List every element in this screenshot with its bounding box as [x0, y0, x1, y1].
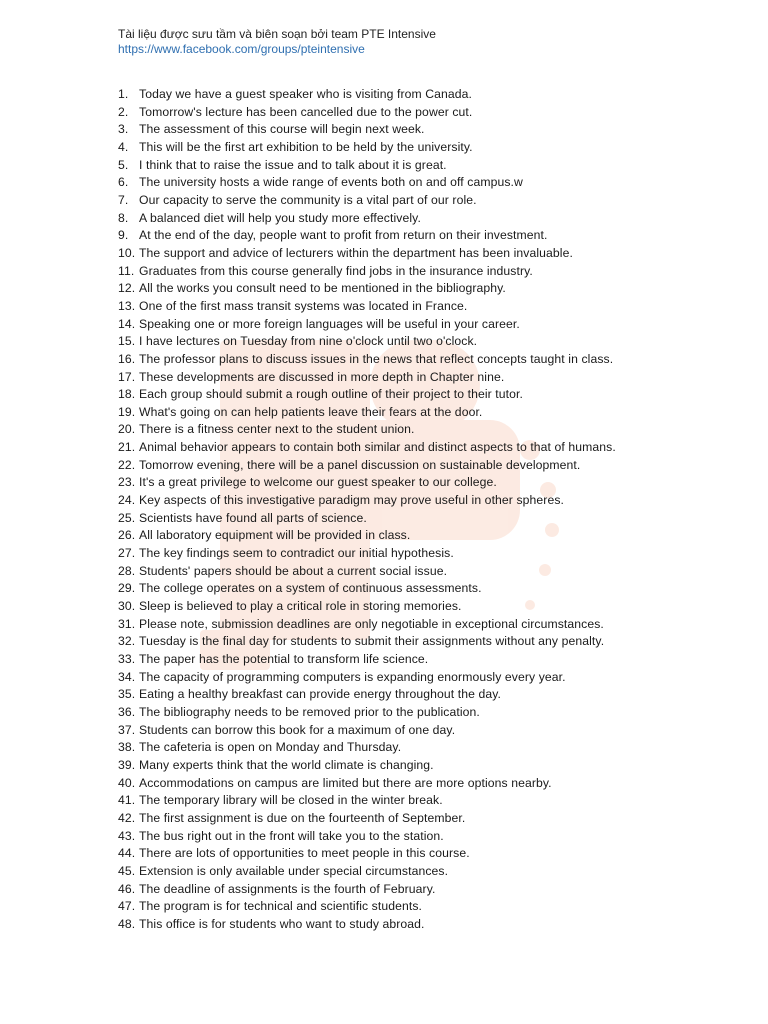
sentence-number: 28.: [118, 563, 136, 578]
sentence-text: I have lectures on Tuesday from nine o'clock until two o'clock.: [139, 334, 478, 349]
sentence-number: 29.: [118, 581, 136, 596]
sentence-number: 40.: [118, 775, 136, 790]
sentence-number: 12.: [118, 281, 136, 296]
sentence-number: 35.: [118, 687, 136, 702]
sentence-item: [118, 686, 616, 704]
sentence-item: [118, 633, 616, 651]
sentence-item: [118, 492, 616, 510]
sentence-item: [118, 598, 616, 616]
sentence-number: 18.: [118, 387, 136, 402]
sentence-number: 31.: [118, 616, 136, 631]
sentence-item: [118, 86, 616, 104]
sentence-item: [118, 828, 616, 846]
sentence-number: 9.: [118, 228, 129, 243]
sentence-number: 8.: [118, 210, 129, 225]
sentence-item: [118, 563, 616, 581]
sentence-text: This will be the first art exhibition to be held by the university.: [139, 139, 473, 154]
sentence-number: 17.: [118, 369, 136, 384]
sentence-number: 27.: [118, 546, 136, 561]
sentence-text: Key aspects of this investigative paradigm may prove useful in other spheres.: [139, 493, 564, 508]
sentence-text: The assessment of this course will begin next week.: [139, 122, 425, 137]
sentence-item: [118, 121, 616, 139]
sentence-text: The first assignment is due on the fourteenth of September.: [139, 810, 466, 825]
sentence-text: The program is for technical and scientific students.: [139, 899, 423, 914]
sentence-text: One of the first mass transit systems was located in France.: [139, 298, 468, 313]
sentence-text: Sleep is believed to play a critical role in storing memories.: [139, 599, 462, 614]
sentence-text: I think that to raise the issue and to talk about it is great.: [139, 157, 447, 172]
sentence-number: 46.: [118, 881, 136, 896]
sentence-item: [118, 898, 616, 916]
sentence-item: [118, 669, 616, 687]
sentence-number: 2.: [118, 104, 129, 119]
sentence-item: [118, 298, 616, 316]
sentence-number: 13.: [118, 298, 136, 313]
sentence-item: [118, 810, 616, 828]
sentence-item: [118, 863, 616, 881]
sentence-item: [118, 139, 616, 157]
facebook-group-link[interactable]: https://www.facebook.com/groups/pteintensive: [118, 42, 365, 56]
sentence-number: 22.: [118, 457, 136, 472]
sentence-number: 30.: [118, 599, 136, 614]
sentence-text: The capacity of programming computers is expanding enormously every year.: [139, 669, 566, 684]
sentence-text: The key findings seem to contradict our initial hypothesis.: [139, 546, 454, 561]
sentence-text: The bus right out in the front will take you to the station.: [139, 828, 444, 843]
sentence-text: Our capacity to serve the community is a vital part of our role.: [139, 192, 477, 207]
sentence-number: 42.: [118, 810, 136, 825]
sentence-item: [118, 351, 616, 369]
sentence-text: The support and advice of lecturers within the department has been invaluable.: [139, 245, 573, 260]
sentence-text: The college operates on a system of continuous assessments.: [139, 581, 482, 596]
sentence-text: There are lots of opportunities to meet people in this course.: [139, 846, 470, 861]
sentence-item: [118, 739, 616, 757]
sentence-number: 43.: [118, 828, 136, 843]
sentence-number: 19.: [118, 404, 136, 419]
sentence-number: 37.: [118, 722, 136, 737]
sentence-text: Eating a healthy breakfast can provide energy throughout the day.: [139, 687, 501, 702]
sentence-text: All the works you consult need to be mentioned in the bibliography.: [139, 281, 506, 296]
sentence-number: 15.: [118, 334, 136, 349]
sentence-item: [118, 757, 616, 775]
sentence-number: 45.: [118, 863, 136, 878]
sentence-number: 7.: [118, 192, 129, 207]
sentence-text: At the end of the day, people want to profit from return on their investment.: [139, 228, 548, 243]
sentence-text: Scientists have found all parts of science.: [139, 510, 367, 525]
sentence-item: [118, 369, 616, 387]
sentence-number: 4.: [118, 139, 129, 154]
sentence-item: [118, 916, 616, 934]
sentence-number: 25.: [118, 510, 136, 525]
sentence-text: The temporary library will be closed in the winter break.: [139, 793, 443, 808]
sentence-text: It's a great privilege to welcome our guest speaker to our college.: [139, 475, 497, 490]
sentence-text: Each group should submit a rough outline of their project to their tutor.: [139, 387, 523, 402]
sentence-item: [118, 651, 616, 669]
sentence-text: Students can borrow this book for a maximum of one day.: [139, 722, 456, 737]
sentence-number: 48.: [118, 916, 136, 931]
sentence-number: 41.: [118, 793, 136, 808]
sentence-number: 44.: [118, 846, 136, 861]
sentence-item: [118, 157, 616, 175]
sentence-text: Animal behavior appears to contain both similar and distinct aspects to that of humans.: [139, 440, 616, 455]
sentence-item: [118, 580, 616, 598]
sentence-item: [118, 104, 616, 122]
header-title: Tài liệu được sưu tầm và biên soạn bởi team PTE Intensive: [118, 27, 436, 41]
sentence-number: 33.: [118, 652, 136, 666]
sentence-number: 47.: [118, 899, 136, 914]
sentence-item: [118, 210, 616, 228]
sentence-number: 3.: [118, 122, 129, 137]
sentence-text: Tuesday is the final day for students to submit their assignments without any penalty.: [139, 634, 605, 649]
sentence-number: 32.: [118, 634, 136, 649]
sentence-item: [118, 616, 616, 634]
sentence-number: 11.: [118, 263, 135, 278]
sentence-number: 34.: [118, 669, 136, 684]
sentence-number: 39.: [118, 757, 136, 772]
sentence-text: The deadline of assignments is the fourth of February.: [139, 881, 436, 896]
sentence-item: [118, 474, 616, 492]
sentence-item: [118, 545, 616, 563]
sentence-item: [118, 404, 616, 422]
sentence-text: Graduates from this course generally find jobs in the insurance industry.: [139, 263, 533, 278]
sentence-item: [118, 316, 616, 334]
sentence-item: [118, 227, 616, 245]
sentence-text: A balanced diet will help you study more effectively.: [139, 210, 421, 225]
sentence-text: Tomorrow evening, there will be a panel discussion on sustainable development.: [139, 457, 581, 472]
sentence-text: Accommodations on campus are limited but there are more options nearby.: [139, 775, 552, 790]
sentence-text: There is a fitness center next to the student union.: [139, 422, 415, 437]
sentence-item: [118, 192, 616, 210]
sentence-item: [118, 510, 616, 528]
sentence-text: Please note, submission deadlines are only negotiable in exceptional circumstances.: [139, 616, 604, 631]
sentence-number: 26.: [118, 528, 136, 543]
sentence-text: Extension is only available under special circumstances.: [139, 863, 449, 878]
sentence-number: 5.: [118, 157, 129, 172]
sentence-text: This office is for students who want to study abroad.: [139, 916, 425, 931]
sentence-number: 23.: [118, 475, 136, 490]
sentence-list: [118, 86, 616, 934]
sentence-text: Students' papers should be about a current social issue.: [139, 563, 448, 578]
sentence-item: [118, 527, 616, 545]
sentence-item: [118, 280, 616, 298]
sentence-item: [118, 881, 616, 899]
sentence-item: [118, 792, 616, 810]
sentence-number: 16.: [118, 351, 136, 366]
sentence-item: [118, 263, 616, 281]
sentence-item: [118, 439, 616, 457]
sentence-item: [118, 775, 616, 793]
sentence-text: Tomorrow's lecture has been cancelled due to the power cut.: [139, 104, 473, 119]
sentence-text: The paper has the potential to transform life science.: [139, 652, 429, 666]
sentence-text: Speaking one or more foreign languages will be useful in your career.: [139, 316, 520, 331]
sentence-text: Many experts think that the world climate is changing.: [139, 757, 434, 772]
sentence-text: What's going on can help patients leave their fears at the door.: [139, 404, 483, 419]
sentence-number: 24.: [118, 493, 136, 508]
sentence-item: [118, 722, 616, 740]
sentence-text: These developments are discussed in more depth in Chapter nine.: [139, 369, 505, 384]
sentence-text: The cafeteria is open on Monday and Thursday.: [139, 740, 402, 755]
sentence-text: The university hosts a wide range of events both on and off campus.w: [139, 175, 523, 190]
sentence-text: The professor plans to discuss issues in the news that reflect concepts taught in class.: [139, 351, 614, 366]
sentence-item: [118, 704, 616, 722]
sentence-text: The bibliography needs to be removed prior to the publication.: [139, 704, 480, 719]
sentence-item: [118, 845, 616, 863]
sentence-item: [118, 174, 616, 192]
sentence-number: 21.: [118, 440, 136, 455]
sentence-number: 1.: [118, 87, 129, 101]
sentence-item: [118, 421, 616, 439]
sentence-item: [118, 245, 616, 263]
sentence-item: [118, 457, 616, 475]
sentence-number: 38.: [118, 740, 136, 755]
sentence-text: All laboratory equipment will be provided in class.: [139, 528, 411, 543]
sentence-item: [118, 333, 616, 351]
sentence-number: 20.: [118, 422, 136, 437]
sentence-item: [118, 386, 616, 404]
sentence-number: 14.: [118, 316, 136, 331]
sentence-text: Today we have a guest speaker who is visiting from Canada.: [139, 87, 473, 101]
document-header: [118, 27, 436, 57]
sentence-number: 10.: [118, 245, 136, 260]
sentence-number: 36.: [118, 704, 136, 719]
sentence-number: 6.: [118, 175, 129, 190]
